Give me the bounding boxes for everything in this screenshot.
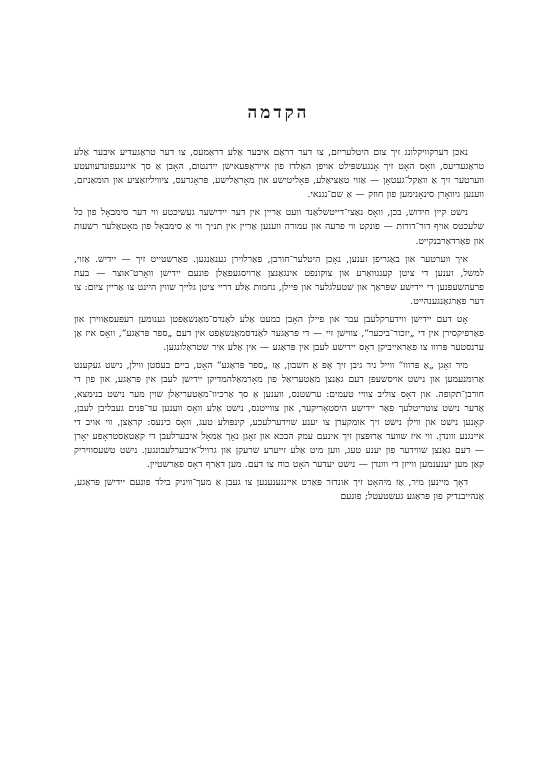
paragraph-5: מיר זאָגן „אַ פּרווו“ ווייל ניר גיבן זיך אָפּ אַ חשבון, אַז „ספר פּראַגע“ האָט, ביים בעסטן ווילן, נישט געקענט אַרומנעמען און נישט אויסשעפּן דעם גאַנצן מאַטעריאַל פון מאָרמאַלהמדיקן יידישן לעבן אין פּראַגע, און פון די חורבן־תקופה. און דאָס צוליב צוויי טעמים: ערשטנס, ווענען אַ סך אַרכיוו־מאַטעריאַלן שוין מער נישט בנימצא, אַדער נישט צוטריטלעך פאַר יידישע היסטאָריקער, און צווייטנס, נישט אַלע וואָס ווענען עד־פּנים געבליבן לעבן, קאָנען נישט און ווילן נישט זיך אומקערן צו יענע שוידערלעכע, קינפּולע טעג, וואָס כינעס: קראַצן, ווי אויב די איינגנע ווונדן. ווי איז שווער אַרופּצון זיך אינעם עמק הבכא און זאָגן נאָך אַמאָל איבערלעבן די קאַטאַסטראָפע יאָרן — דעם גאַנצן שווידער פון יענע טעג, ווען מיט אַלע זייערע שרעקן און גרויל־איבערלעבונגען. נישט טשעסוויריק קאַן מען יענענמען ווייזן די ווונדן — נישט יעדער האָט כוח צו דעם. מען דאַרף דאָס פאַרשטיין. [74,360,484,470]
body-text [74,146,484,508]
paragraph-4: אָט דעם יידישן ווידערקלעבן עבר און פיילן האָבן כמעט אַלע לאַנדס־מאַנשאַפטן גענומען רעפּעסאַווירן און פאַרפיקסירן אין די „יזכור־ביכער“, צווישן זיי — די פּראַגער לאַנדסמאַנשאַפט אין דעם „ספר פּראַגע“, וואָס איז אַן ערנסטער פּרווו צו פאַראייביקן דאָס יידישע לעבן אין פּראַגע — אין אַלע איר שטראַלונגען. [74,314,484,354]
paragraph-6: דאָך מיינען מיר, אַז מיהאָט זיך אונדזר פּאַרט איינגענענען צו געבן אַ מעך־וויניק בילד פונעם יידישן פּראַגע, אַנהייבנדיק פון פּראַגע געשטעטל; פונעם [74,477,484,503]
page-heading: הקדמה [247,103,310,123]
paragraph-1: נאכן דערקוויקלונג זיך צום היטלעריזם, צו דער דראַם איבער אַלע דראַמעס, צו דער טראַגעדיע איבער אַלע טראַגעדיעס, וואָס האָט זיך אָנגעשפּילט אויפן האַלדז פון אייראָפּעאישן יידנטום, האָבן אַ סך איינגעפונדעוועטע ווערטער זיך אַ וואַקל־געטאָן — אַזוי טאַציאַלע, פּאָליטישע און מאָראַלישע, פּראָגרעס, ציוויליזאַציע און הומאַניזם, ווענען גיוואָרן סינאָנימען פון חוזק — אַ שם־נגנאי. [74,147,484,201]
paragraph-3: איך ווערטער און באַגריפן זענען, נאָכן היטלער־חורבן, פאַרלוירן גענאַנגען. פאַרשטייט זיך — יידיש. אַזוי, למשל, זענען די ציטן קענגוואַרע און צוקונפט אינגאַנצן אַרויסגעפאַלן פונעם יידישן וואָרט־אוצר — בעת פרעהשעפנען די יידישע שפּראַך און שטעלגלער און פּיילן, נחמות אַלע דריי ציטן גלייך שווין היינט צו אַריין ציום: צו דער פאַרגאַנגענהייט. [74,253,484,307]
paragraph-2: נישט קיין חידוש, בכן, וואָס נאַצי־דייטשלאַנד וועט אַריין אין דער יידישער געשיכטע ווי דער סימבאָל פון כל שלעכטס אויף דור־דורות — פונקט ווי פרעה און עמורה ווענען אַריין אין תנ״ך ווי אַ סימבאָל פון מאָטאַלער רשעות און פאַרדאַרבנקייט. [74,207,484,247]
